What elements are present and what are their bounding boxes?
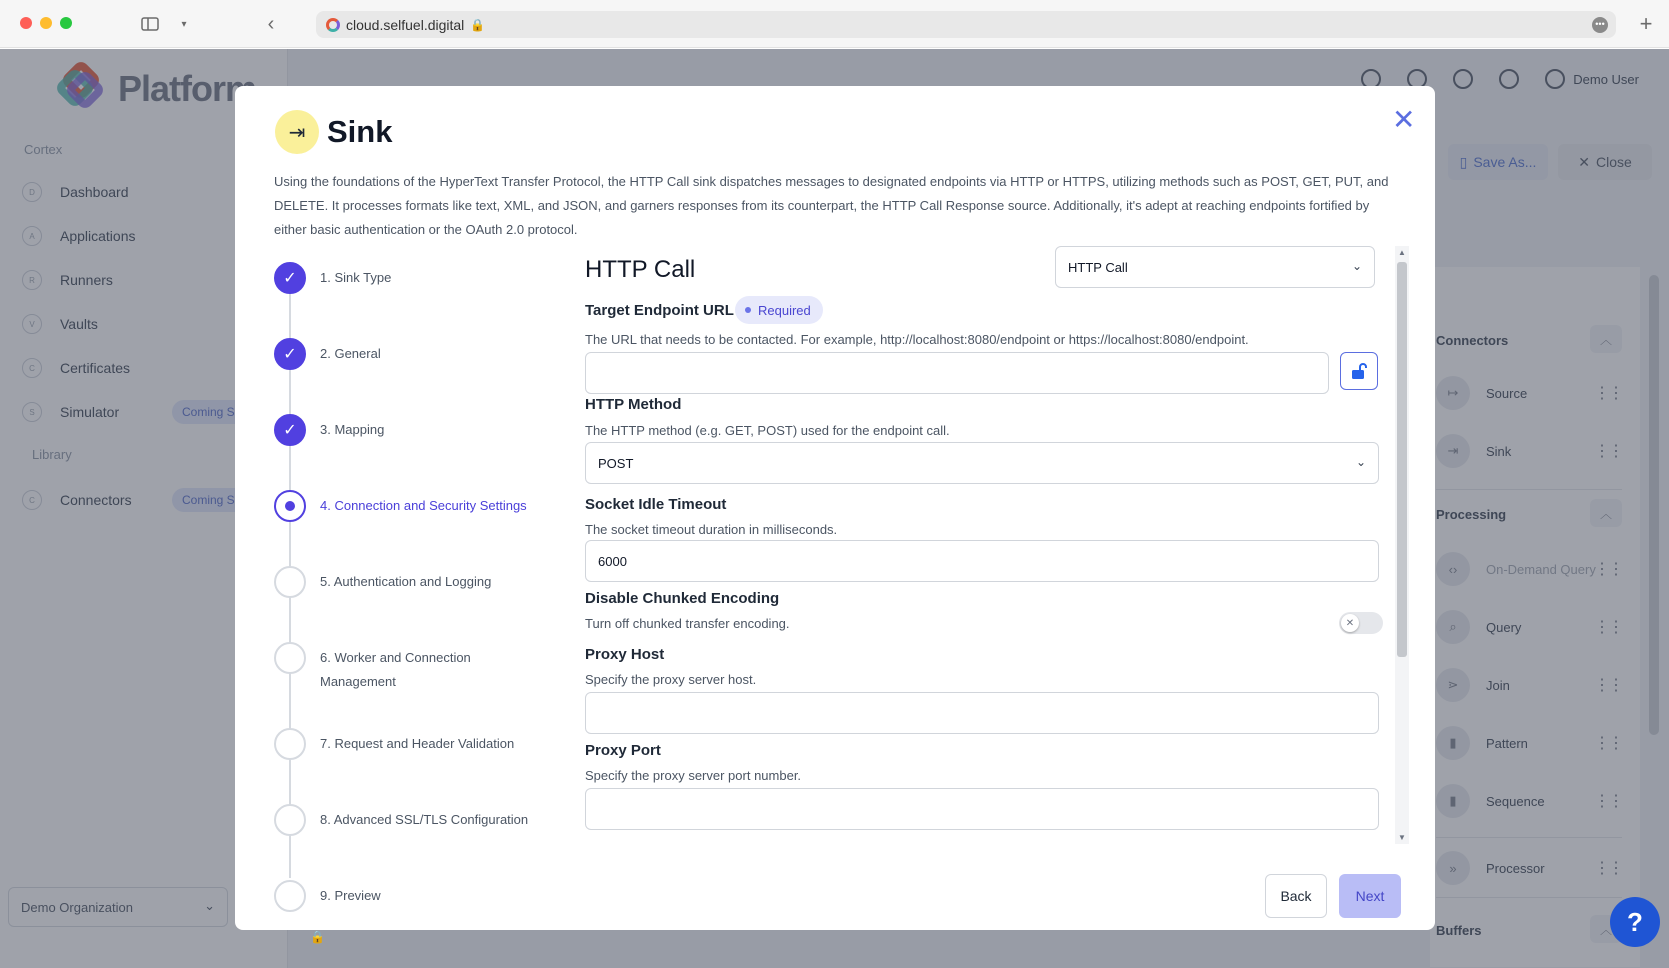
dialog-title: Sink [327,114,393,149]
required-text: Required [758,302,811,318]
dot-icon [745,307,751,313]
http-method-help: The HTTP method (e.g. GET, POST) used for the endpoint call. [585,423,950,438]
back-arrow-icon[interactable]: ‹ [267,12,275,35]
minimize-window-button[interactable] [40,17,52,29]
new-tab-icon[interactable]: + [1639,11,1653,36]
close-icon[interactable]: ✕ [1392,104,1416,135]
chunked-encoding-help: Turn off chunked transfer encoding. [585,616,790,631]
step-preview[interactable] [274,880,540,912]
maximize-window-button[interactable] [60,17,72,29]
sink-type-select[interactable] [1055,246,1375,288]
step-label: 8. Advanced SSL/TLS Configuration [320,812,529,827]
proxy-port-help: Specify the proxy server port number. [585,768,802,783]
socket-timeout-input[interactable]: 6000 [585,540,1379,582]
target-url-help: The URL that needs to be contacted. For example, http://localhost:8080/endpoint or https://localhost:8080/endpoint. [585,332,1249,347]
pending-step-icon [274,642,306,674]
step-general[interactable] [274,338,540,370]
unlock-button[interactable] [1340,352,1378,390]
more-options-icon[interactable]: ••• [1592,17,1608,33]
step-request-header[interactable] [274,728,540,760]
http-method-label: HTTP Method [585,396,682,413]
address-bar[interactable] [316,11,1616,38]
back-button[interactable]: Back [1265,874,1327,918]
check-icon: ✓ [274,262,306,294]
sidebar-toggle-icon[interactable] [140,12,160,36]
http-method-select[interactable] [585,442,1379,484]
required-badge [735,296,823,324]
form-scrollbar[interactable] [1395,246,1409,844]
form-title: HTTP Call [585,256,696,283]
step-label: 9. Preview [320,888,381,903]
step-label: 5. Authentication and Logging [320,574,492,589]
browser-toolbar [0,0,1669,48]
url-text: cloud.selfuel.digital [346,16,465,33]
scroll-down-icon[interactable]: ▼ [1398,833,1406,842]
target-url-label: Target Endpoint URL [585,302,734,319]
sink-arrow-icon: ⇥ [275,110,319,154]
step-label: 2. General [320,346,381,361]
pending-step-icon [274,566,306,598]
step-mapping[interactable] [274,414,540,446]
chevron-down-icon: ⌄ [1355,455,1366,469]
step-ssl-tls[interactable] [274,804,540,836]
proxy-host-label: Proxy Host [585,646,665,663]
unlock-icon [1350,362,1368,380]
step-connection-security[interactable] [274,490,540,522]
proxy-host-input[interactable] [585,692,1379,734]
settings-form [585,246,1366,844]
chevron-down-icon[interactable]: ▾ [181,18,187,30]
proxy-port-label: Proxy Port [585,742,661,759]
scroll-up-icon[interactable]: ▲ [1398,248,1406,257]
step-label: 3. Mapping [320,422,385,437]
dialog-description: Using the foundations of the HyperText Transfer Protocol, the HTTP Call sink dispatches messages to designated endpoints via HTTP or HTTPS, utilizing methods such as POST, GET, PUT, and DELETE. It processes formats like text, XML, and JSON, and garners responses from its counterpart, the HTTP Call Response source. Additionally, it's adept at reaching endpoints fortified by either basic authentication or the OAuth 2.0 protocol. [274,174,1389,237]
chevron-down-icon: ⌄ [1351,259,1362,273]
step-authentication-logging[interactable] [274,566,540,598]
step-label: 6. Worker and Connection Management [320,650,471,689]
selected-value: POST [598,455,634,471]
step-worker-connection[interactable] [274,642,500,694]
pending-step-icon [274,728,306,760]
socket-timeout-label: Socket Idle Timeout [585,496,727,513]
sink-dialog [235,86,1435,930]
close-window-button[interactable] [20,17,32,29]
step-label: 7. Request and Header Validation [320,736,515,751]
proxy-port-input[interactable] [585,788,1379,830]
socket-timeout-help: The socket timeout duration in milliseconds. [585,522,838,537]
check-icon: ✓ [274,338,306,370]
next-button[interactable]: Next [1339,874,1401,918]
chunked-encoding-label: Disable Chunked Encoding [585,590,780,607]
target-url-input[interactable] [585,352,1329,394]
proxy-host-help: Specify the proxy server host. [585,672,757,687]
active-step-icon [274,490,306,522]
lock-icon: 🔒 [470,17,486,32]
help-button[interactable]: ? [1610,897,1660,947]
lock-icon: 🔒 [310,930,325,944]
toggle-off-icon: ✕ [1341,614,1359,632]
selected-value: HTTP Call [1068,259,1128,275]
step-sink-type[interactable] [274,262,540,294]
pending-step-icon [274,804,306,836]
chunked-encoding-toggle[interactable] [1339,612,1383,634]
scroll-thumb[interactable] [1397,262,1407,657]
pending-step-icon [274,880,306,912]
step-label: 4. Connection and Security Settings [320,498,527,513]
site-favicon-icon [326,18,340,32]
step-label: 1. Sink Type [320,270,392,285]
check-icon: ✓ [274,414,306,446]
